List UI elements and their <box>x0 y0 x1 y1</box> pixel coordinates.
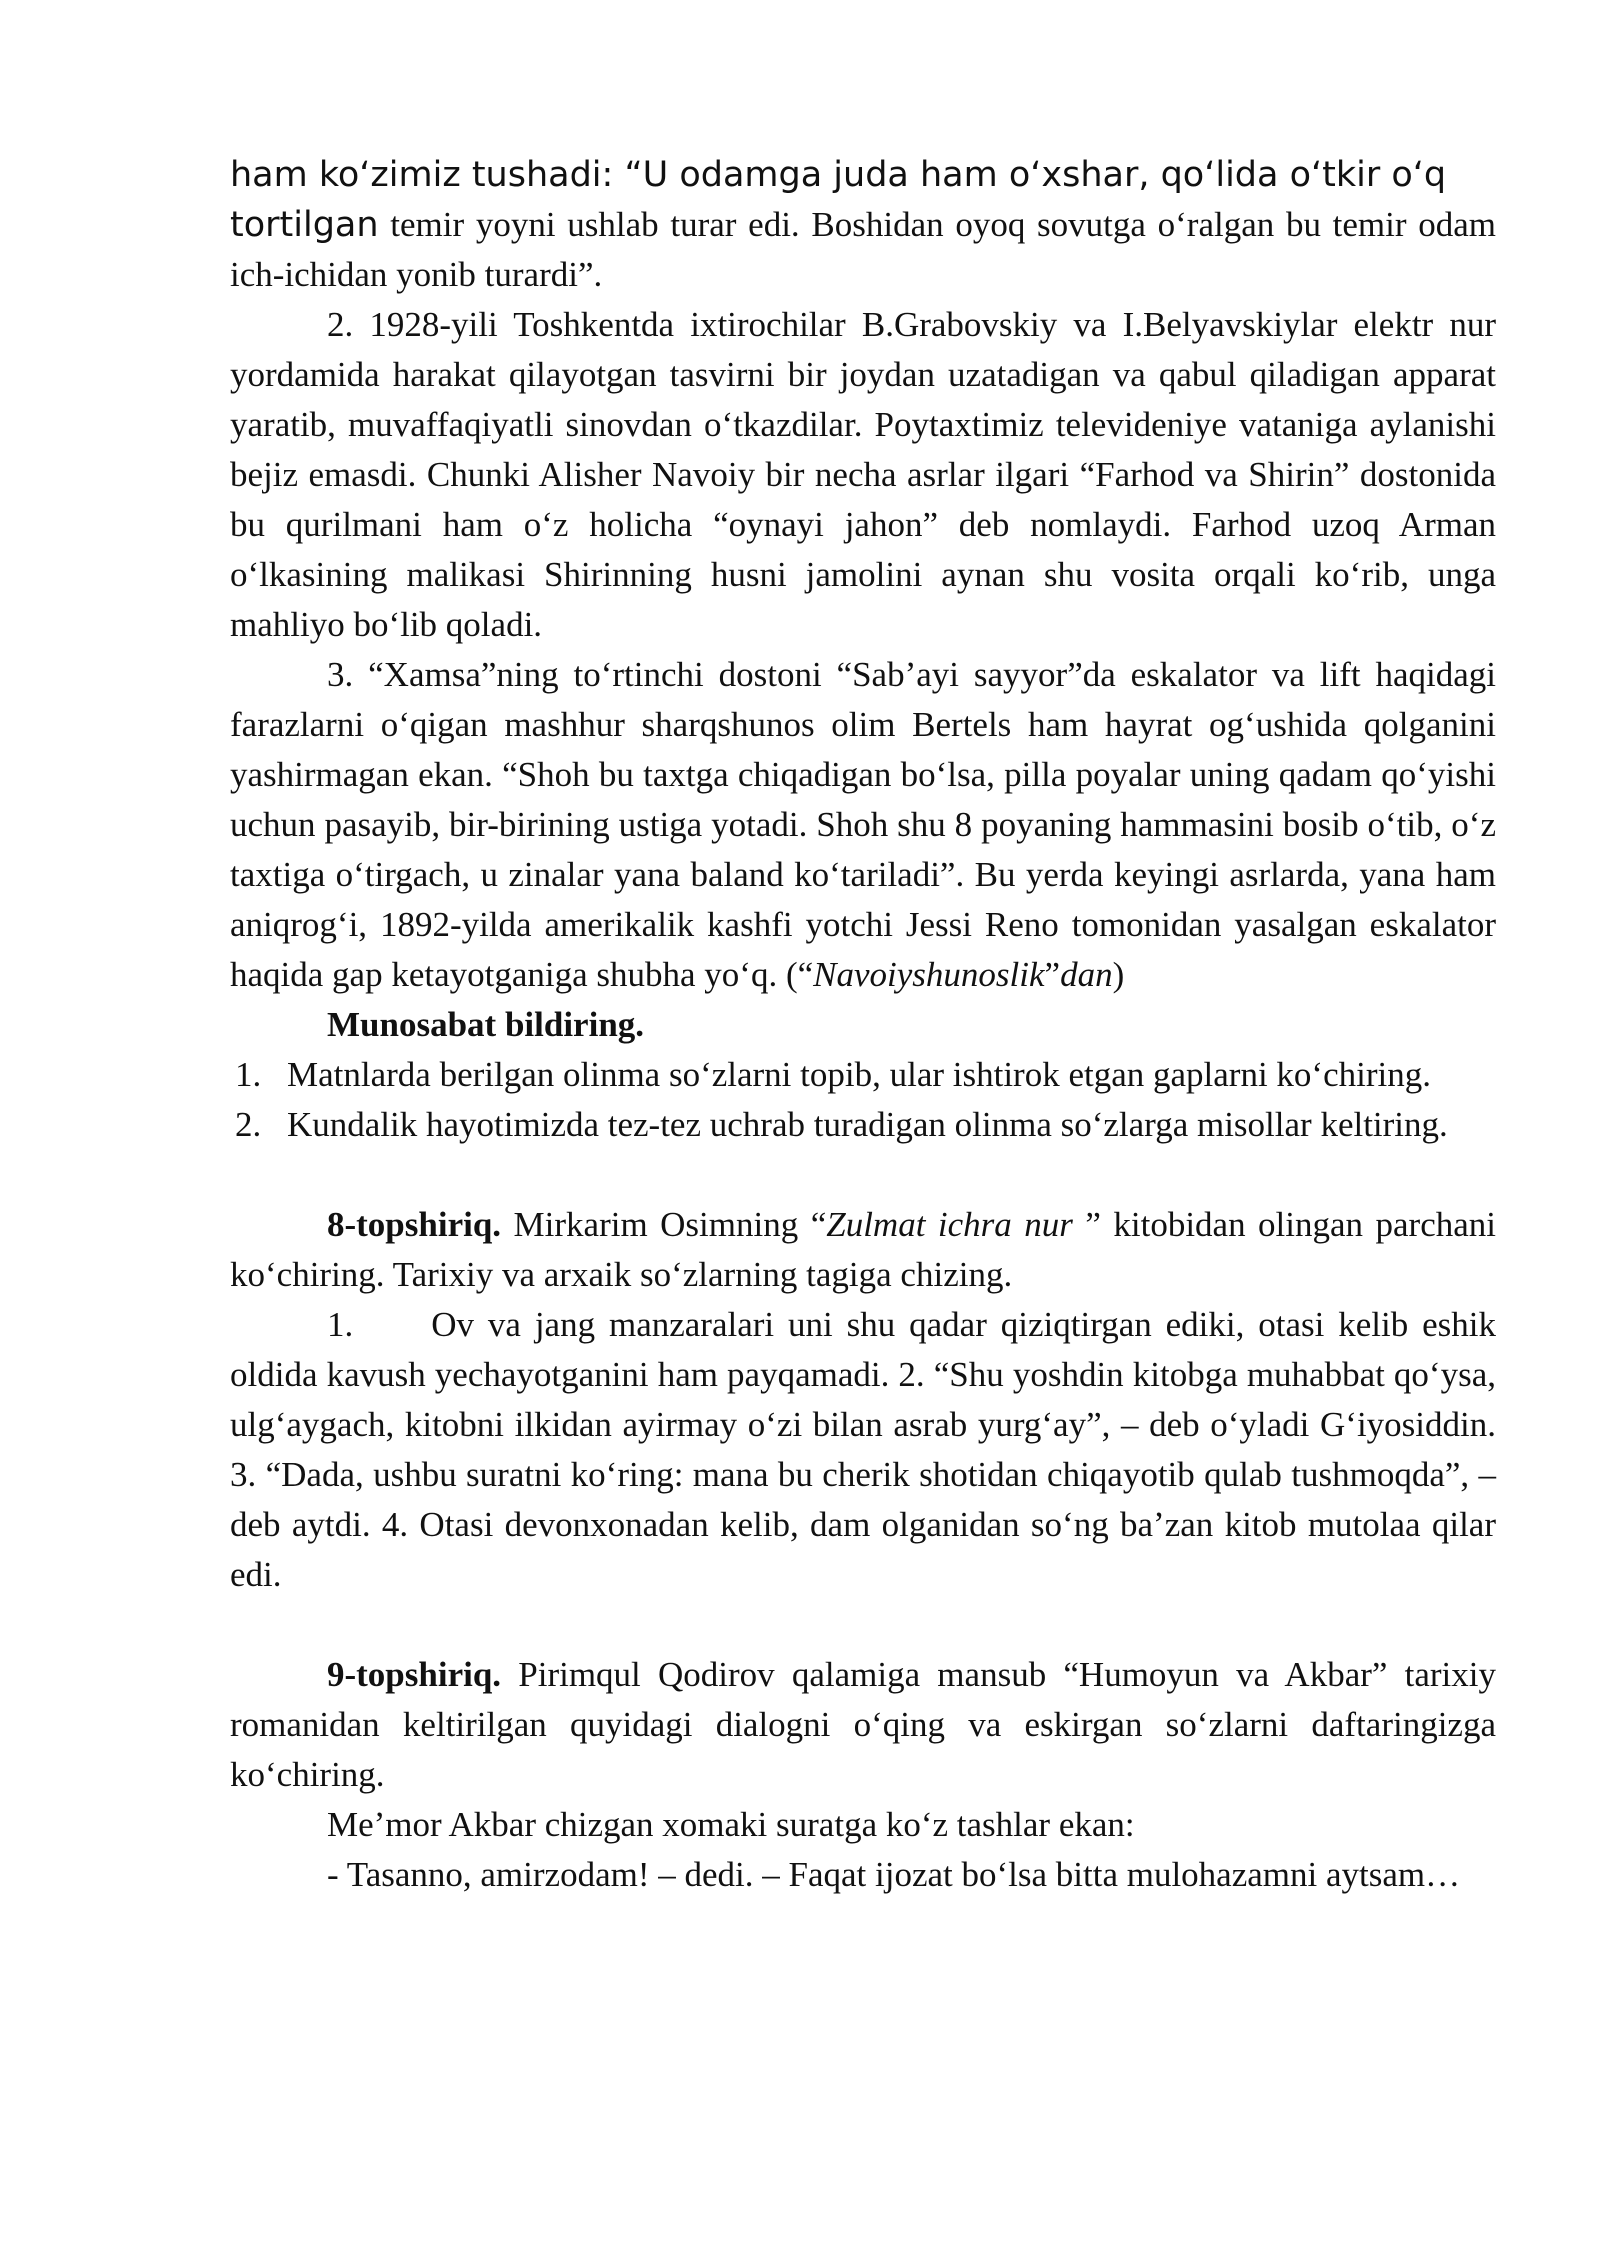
list-item <box>230 1100 1496 1150</box>
task8-book-title: Zulmat ichra nur <box>826 1205 1086 1244</box>
list-item-text: Matnlarda berilgan olinma soʻzlarni topib, ular ishtirok etgan gaplarni koʻchiring. <box>287 1055 1431 1094</box>
list-item-number: 1. <box>235 1055 262 1094</box>
item3-source-close: ” <box>1044 955 1061 994</box>
task8-label: 8-topshiriq. <box>327 1205 502 1244</box>
intro-sans-part1: ham koʻzimiz tushadi: “U odamga juda ham oʻxshar, qoʻlida oʻtkir oʻq <box>230 155 1447 195</box>
list-item-number: 2. <box>235 1105 262 1144</box>
list-item <box>230 1050 1496 1100</box>
list-item-text: Kundalik hayotimizda tez-tez uchrab turadigan olinma soʻzlarga misollar keltiring. <box>287 1105 1448 1144</box>
task8-paragraph <box>230 1300 1496 1600</box>
paragraph-item-3 <box>230 650 1496 1000</box>
task9-label: 9-topshiriq. <box>327 1655 502 1694</box>
task8-para-text: Ov va jang manzaralari uni shu qadar qiziqtirgan ediki, otasi kelib eshik oldida kavush yechayotganini ham payqamadi. 2. “Shu yoshdin kitobga muhabbat qoʻysa, ulgʻaygach, kitobni ilkidan ayirmay oʻzi bilan asrab yurgʻay”, – deb oʻyladi Gʻiyosiddin. 3. “Dada, ushbu suratni koʻring: mana bu cherik shotidan chiqayotib qulab tushmoqda”, – deb aytdi. 4. Otasi devonxonadan kelib, dam olganidan soʻng baʼzan kitob mutolaa qilar edi. <box>230 1305 1496 1594</box>
spacer <box>230 1150 1496 1200</box>
intro-sans-part2: tortilgan <box>230 205 379 245</box>
munosabat-list <box>230 1050 1496 1150</box>
task9-intro <box>230 1650 1496 1800</box>
item3-text: 3. “Xamsa”ning toʻrtinchi dostoni “Sabʼayi sayyor”da eskalator va lift haqidagi farazlarni oʻqigan mashhur sharqshunos olim Bertels ham hayrat ogʻushida qolganini yashirmagan ekan. “Shoh bu taxtga chiqadigan boʻlsa, pilla poyalar uning qadam qoʻyishi uchun pasayib, bir-birining ustiga yotadi. Shoh shu 8 poyaning hammasini bosib oʻtib, oʻz taxtiga oʻtirgach, u zinalar yana baland koʻtariladi”. Bu yerda keyingi asrlarda, yana ham aniqrogʻi, 1892-yilda amerikalik kashfi yotchi Jessi Reno tomonidan yasalgan eskalator haqida gap ketayotganiga shubha yoʻq. (“ <box>230 655 1496 994</box>
task9-line-2: - Tasanno, amirzodam! – dedi. – Faqat ijozat boʻlsa bitta mulohazamni aytsam… <box>327 1855 1461 1894</box>
task8-text-before: Mirkarim Osimning “ <box>501 1205 827 1244</box>
item3-source: Navoiyshunoslik <box>813 955 1045 994</box>
task8-intro <box>230 1200 1496 1300</box>
task8-text-after: ” kitobidan olingan parchani koʻchiring. Tarixiy va arxaik soʻzlarning tagiga chizing. <box>230 1205 1496 1294</box>
task8-para-number: 1. <box>327 1305 354 1344</box>
intro-serif-rest: temir yoyni ushlab turar edi. Boshidan oyoq sovutga oʻralgan bu temir odam ich-ichidan yonib turardi”. <box>230 205 1496 294</box>
task9-text: Pirimqul Qodirov qalamiga mansub “Humoyun va Akbar” tarixiy romanidan keltirilgan quyidagi dialogni oʻqing va eskirgan soʻzlarni daftaringizga koʻchiring. <box>230 1655 1496 1794</box>
item3-end: ) <box>1112 955 1125 994</box>
munosabat-heading: Munosabat bildiring. <box>327 1005 645 1044</box>
spacer <box>230 1600 1496 1650</box>
intro-paragraph <box>230 150 1496 300</box>
paragraph-item-2: 2. 1928-yili Toshkentda ixtirochilar B.Grabovskiy va I.Belyavskiylar elektr nur yordamida harakat qilayotgan tasvirni bir joydan uzatadigan va qabul qiladigan apparat yaratib, muvaffaqiyatli sinovdan oʻtkazdilar. Poytaxtimiz televideniye vataniga aylanishi bejiz emasdi. Chunki Alisher Navoiy bir necha asrlar ilgari “Farhod va Shirin” dostonida bu qurilmani ham oʻz holicha “oynayi jahon” deb nomlaydi. Farhod uzoq Arman oʻlkasining malikasi Shirinning husni jamolini aynan shu vosita orqali koʻrib, unga mahliyo boʻlib qoladi. <box>230 305 1496 644</box>
task9-line-1: Meʼmor Akbar chizgan xomaki suratga koʻz tashlar ekan: <box>327 1805 1135 1844</box>
item3-source-suffix: dan <box>1060 955 1113 994</box>
document-page <box>230 150 1496 1900</box>
